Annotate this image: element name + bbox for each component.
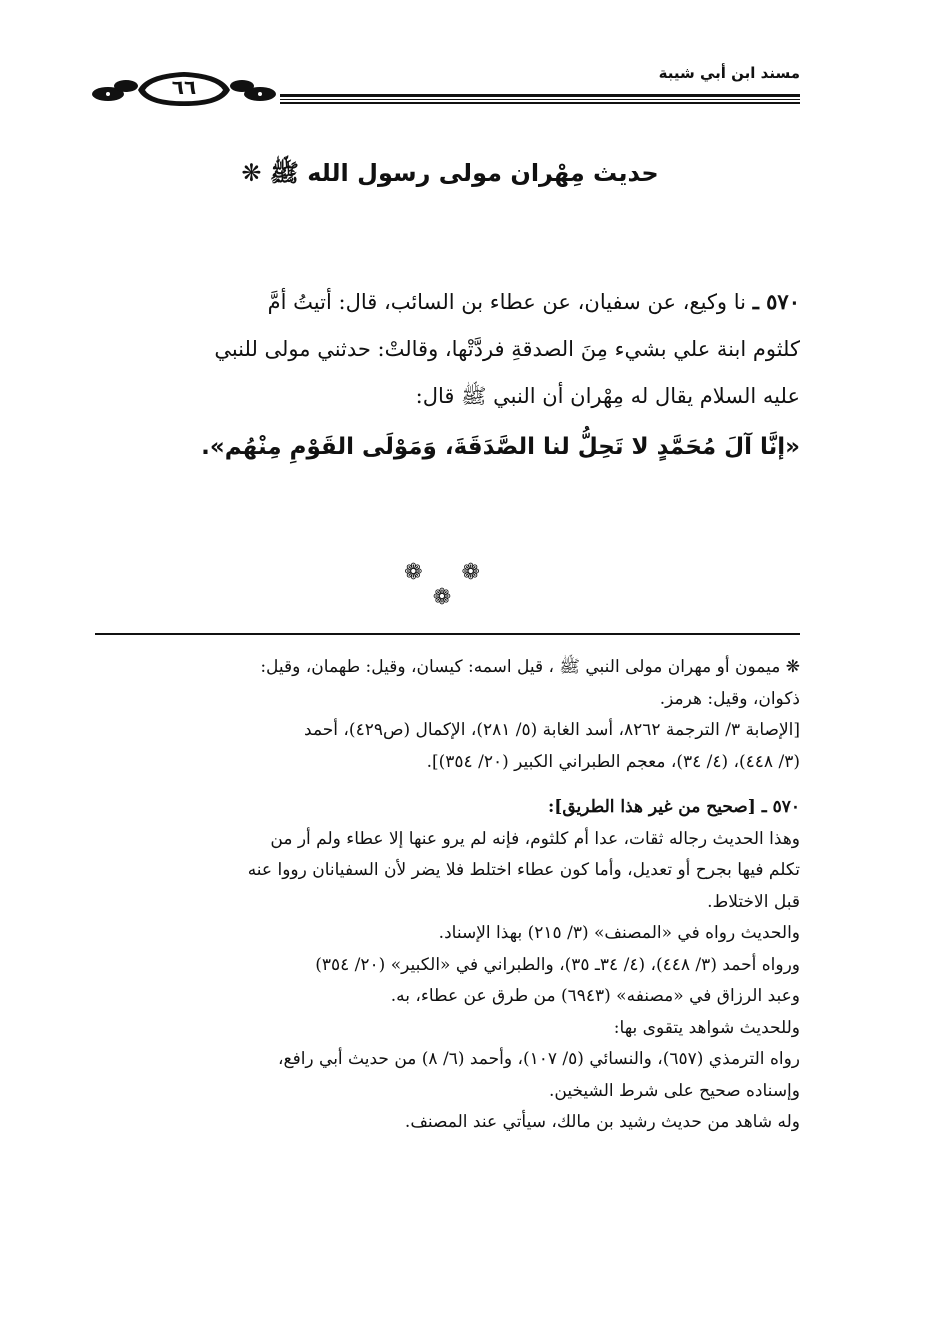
- running-book-title: مسند ابن أبي شيبة: [658, 64, 800, 82]
- header-rule: [280, 94, 800, 104]
- footnote-line: تكلم فيها بجرح أو تعديل، وأما كون عطاء اختلط فلا يضر لأن السفيانان رووا عنه: [247, 860, 800, 880]
- footnote-line: وله شاهد من حديث رشيد بن مالك، سيأتي عند المصنف.: [404, 1112, 800, 1132]
- section-title: حديث مِهْران مولى رسول الله ﷺ ❋: [241, 159, 659, 187]
- grading-heading: ٥٧٠ ـ [صحيح من غير هذا الطريق]:: [548, 797, 800, 817]
- footnotes: [100, 652, 800, 1139]
- footnote-rule: [95, 633, 800, 635]
- hadith-line: كلثوم ابنة علي بشيء مِنَ الصدقةِ فردَّتْها، وقالتْ: حدثني مولى للنبي: [214, 337, 800, 361]
- footnote-line: والحديث رواه في «المصنف» (٣/ ٢١٥) بهذا الإسناد.: [438, 923, 800, 943]
- page-header: [88, 58, 800, 110]
- hadith-text: [100, 278, 800, 472]
- hadith-number: ٥٧٠ ـ: [752, 289, 800, 314]
- hadith-line: [100, 278, 800, 326]
- hadith-line-text: نا وكيع، عن سفيان، عن عطاء بن السائب، قال: أتيتُ أمَّ: [267, 290, 746, 314]
- footnote-line: وهذا الحديث رجاله ثقات، عدا أم كلثوم، فإنه لم يرو عنها إلا عطاء ولم أر من: [270, 828, 800, 849]
- footnote-line: ❋ ميمون أو مهران مولى النبي ﷺ ، قيل اسمه: كيسان، وقيل: طهمان، وقيل:: [260, 657, 800, 677]
- footnote-line: ورواه أحمد (٣/ ٤٤٨)، (٤/ ٣٤ـ ٣٥)، والطبراني في «الكبير» (٢٠/ ٣٥٤): [315, 954, 800, 975]
- footnote-line: وإسناده صحيح على شرط الشيخين.: [548, 1080, 800, 1101]
- footnote-line: [الإصابة ٣/ الترجمة ٨٢٦٢، أسد الغابة (٥/ ٢٨١)، الإكمال (ص٤٢٩)، أحمد: [304, 720, 800, 740]
- footnote-line: رواه الترمذي (٦٥٧)، والنسائي (٥/ ١٠٧)، وأحمد (٦/ ٨) من حديث أبي رافع،: [278, 1049, 800, 1069]
- page-number: ٦٦: [171, 75, 197, 99]
- footnote-line: قبل الاختلاط.: [707, 891, 800, 912]
- footnote-line: وللحديث شواهد يتقوى بها:: [613, 1017, 800, 1038]
- footnote-line: ذكوان، وقيل: هرمز.: [659, 688, 800, 709]
- footnote-line: وعبد الرزاق في «مصنفه» (٦٩٤٣) من طرق عن عطاء، به.: [390, 986, 800, 1006]
- footnote-gap: [100, 778, 800, 792]
- hadith-line: عليه السلام يقال له مِهْران أن النبي ﷺ قال:: [415, 384, 800, 408]
- footnote-line: (٣/ ٤٤٨)، (٤/ ٣٤)، معجم الطبراني الكبير (٢٠/ ٣٥٤)].: [426, 751, 800, 772]
- hadith-quote: «إنَّا آلَ مُحَمَّدٍ لا تَحِلُّ لنا الصَّدَقَةَ، وَمَوْلَى القَوْمِ مِنْهُم».: [201, 434, 800, 460]
- section-separator: ❁ ❁ ❁: [404, 560, 496, 610]
